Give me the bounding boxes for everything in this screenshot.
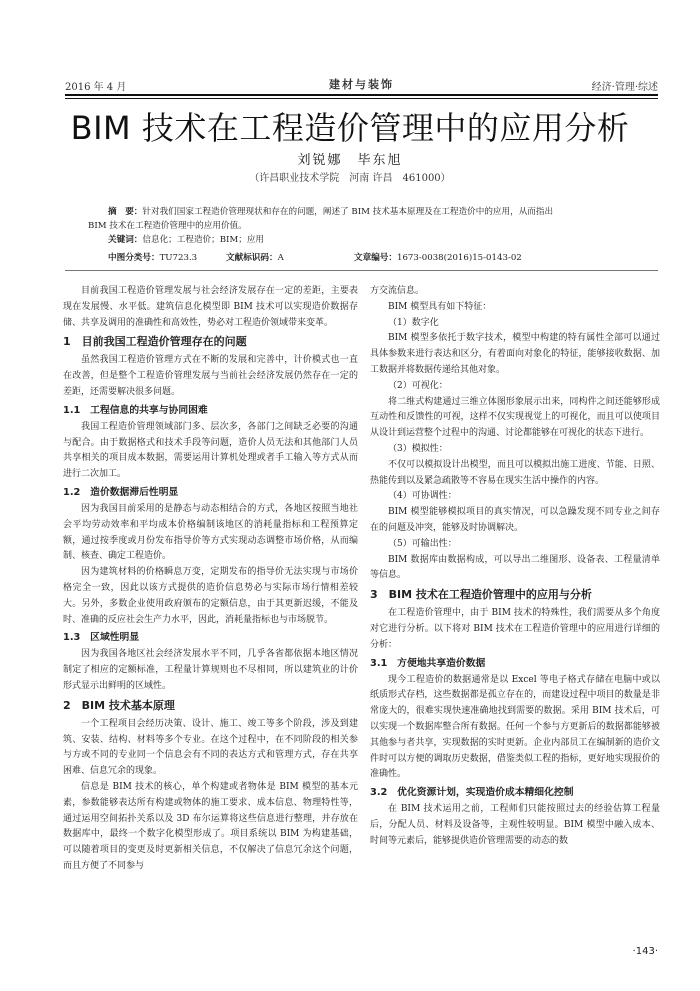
- features-intro: BIM 模型具有如下特征：: [388, 301, 492, 312]
- feature-1-text: BIM 模型多依托于数字技术，模型中构建的特有属性全部可以通过具体参数来进行表达和区分，有着面向对象化的特征，能够接收数据、加工数据并将数据传递给其他对象。: [370, 333, 660, 375]
- abstract-divider: [65, 270, 658, 271]
- section-1-2-paragraph-a: 因为我国目前采用的是静态与动态相结合的方式，各地区按照当地社会平均劳动效率和平均成本价格编制该地区的消耗量指标和工程预算定额，通过按季度或月份发布指导价等方式实现动态调整市场价格，从而编制、核查、确定工程造价。: [63, 503, 358, 562]
- feature-5-title: （5）可输出性：: [388, 538, 457, 549]
- clc-number: TU723.3: [159, 253, 198, 263]
- section-3-2-heading: 3.2 优化资源计划，实现造价成本精细化控制: [370, 787, 574, 799]
- article-number: 1673-0038(2016)15-0143-02: [396, 253, 522, 263]
- section-3-1-paragraph: 现今工程造价的数据通常是以 Excel 等电子格式存储在电脑中或以纸质形式存档，这些数据都是孤立存在的，而建设过程中项目的数量是非常庞大的，很难实现快速准确地找到需要的数据。采用 BIM 技术后，可以实现一个数据库整合所有数据。任何一个参与方更新后的数据都能够被其他参与者共享，实现数据的实时更新。企业内部员工在编制新的造价文件时可以方便的调取历史数据，借鉴类似工程的指标，更好地实现报价的准确性。: [370, 674, 660, 780]
- article-number-label: 文章编号：: [354, 253, 397, 263]
- section-1-2-heading: 1.2 造价数据滞后性明显: [63, 486, 179, 498]
- abstract-text-line2: BIM 技术在工程造价管理中的应用价值。: [88, 221, 247, 231]
- feature-3-title: （3）模拟性：: [388, 443, 448, 454]
- section-1-heading: 1 目前我国工程造价管理存在的问题: [63, 335, 247, 349]
- section-3-paragraph: 在工程造价管理中，由于 BIM 技术的特殊性，我们需要从多个角度对它进行分析。以下将对 BIM 技术在工程造价管理中的应用进行详细的分析：: [370, 608, 660, 650]
- doc-code-label: 文献标识码：: [226, 253, 278, 263]
- section-3-1-heading: 3.1 方便地共享造价数据: [370, 657, 486, 669]
- section-3-2-paragraph: 在 BIM 技术运用之前，工程师们只能按照过去的经验估算工程量后，分配人员、材料及设备等，主观性较明显。BIM 模型中融入成本、时间等元素后，能够提供造价管理需要的动态的数: [370, 804, 660, 846]
- section-name: 经济·管理·综述: [591, 82, 658, 93]
- right-column: [370, 284, 660, 850]
- abstract-label: 摘 要：: [108, 207, 143, 217]
- section-2-heading: 2 BIM 技术基本原理: [63, 698, 175, 712]
- page-number: ·143·: [632, 946, 658, 957]
- section-3-heading: 3 BIM 技术在工程造价管理中的应用与分析: [370, 588, 592, 602]
- feature-2-text: 将二维式构建通过三维立体图形象展示出来，同构件之间还能够形成互动性和反馈性的可视，这样不仅实现视觉上的可视化，而且可以使项目从设计到运营整个过程中的沟通、讨论都能够在可视化的状态下进行。: [370, 396, 660, 439]
- keywords-label: 关键词：: [108, 235, 143, 245]
- section-2-paragraph-b: 信息是 BIM 技术的核心，单个构建或者物体是 BIM 模型的基本元素，参数能够表达所有构建或物体的施工要求、成本信息、物理特性等，通过运用空间拓扑关系以及 3D 布尔运算将这些信息进行整理，并存放在数据库中，最终一个数字化模型形成了。项目系统以 BIM 为构建基础，可以随着项目的变更及时更新相关信息，不仅解决了信息冗余这个问题，而且方便了不同参与: [63, 781, 358, 871]
- keywords: 信息化；工程造价；BIM；应用: [142, 235, 265, 245]
- clc-label: 中图分类号：: [108, 253, 160, 263]
- feature-4-text: BIM 模型能够模拟项目的真实情况，可以急躁发现不同专业之间存在的问题及冲突，能够及时协调解决。: [370, 507, 660, 533]
- left-column: [63, 284, 358, 875]
- section-1-1-heading: 1.1 工程信息的共享与协同困难: [63, 404, 208, 416]
- abstract-block: [88, 205, 633, 247]
- authors: 刘锐娜 毕东旭: [297, 153, 403, 168]
- affiliation: （许昌职业技术学院 河南 许昌 461000）: [249, 173, 451, 184]
- feature-2-title: （2）可视化：: [388, 380, 448, 391]
- intro-paragraph: 目前我国工程造价管理发展与社会经济发展存在一定的差距，主要表现在发展慢、水平低。建筑信息化模型即 BIM 技术可以实现造价数据存储、共享及调用的准确性和高效性，势必对工程造价领域带来变革。: [63, 286, 358, 328]
- header-rule-thin: [65, 98, 658, 99]
- feature-4-title: （4）可协调性：: [388, 491, 457, 502]
- section-1-3-paragraph: 因为我国各地区社会经济发展水平不同，几乎各省都依据本地区情况制定了相应的定额标准，工程量计算规则也不尽相同，所以建筑业的计价形式显示出鲜明的区域性。: [63, 649, 358, 691]
- section-1-3-heading: 1.3 区域性明显: [63, 632, 140, 644]
- header-rule-thick: [65, 94, 658, 96]
- running-header: [65, 76, 658, 92]
- section-1-1-paragraph: 我国工程造价管理领域部门多、层次多，各部门之间缺乏必要的沟通与配合。由于数据格式和技术手段等问题，造价人员无法和其他部门人员共享相关的项目成本数据，需要运用计算机处理或者手工输入等方式从而进行二次加工。: [63, 421, 358, 480]
- issue-date: 2016 年 4 月: [65, 82, 127, 93]
- continued-paragraph: 方交流信息。: [370, 286, 425, 296]
- section-1-paragraph: 虽然我国工程造价管理方式在不断的发展和完善中，计价模式也一直在改善，但是整个工程造价管理发展与当前社会经济发展仍然存在一定的差距，还需要解决很多问题。: [63, 355, 358, 397]
- article-title: BIM 技术在工程造价管理中的应用分析: [70, 109, 630, 147]
- section-1-2-paragraph-b: 因为建筑材料的价格瞬息万变，定期发布的指导价无法实现与市场价格完全一致，因此以该方式提供的造价信息势必与实际市场行情相差较大。另外，多数企业使用政府颁布的定额信息，由于其更新迟缓，不能及时、准确的反应社会生产力水平，因此，消耗量指标也与市场脱节。: [63, 567, 358, 625]
- feature-5-text: BIM 数据库由数据构成，可以导出二维图形、设备表、工程量清单等信息。: [370, 554, 660, 581]
- journal-name: 建材与装饰: [329, 78, 394, 91]
- doc-code: A: [277, 253, 284, 263]
- feature-3-text: 不仅可以模拟设计出模型，而且可以模拟出施工进度、节能、日照、热能传到以及紧急疏散等不容易在现实生活中操作的内容。: [370, 459, 660, 486]
- abstract-text-line1: 针对我们国家工程造价管理现状和存在的问题，阐述了 BIM 技术基本原理及在工程造价中的应用，从而指出: [142, 207, 554, 217]
- section-2-paragraph-a: 一个工程项目会经历决策、设计、施工、竣工等多个阶段，涉及到建筑、安装、结构、材料等多个专业。在这个过程中，在不同阶段的相关参与方或不同的专业同一个信息会有不同的表达方式和管理方式，存在共享困难、信息冗余的现象。: [63, 718, 358, 777]
- feature-1-title: （1）数字化: [388, 317, 439, 328]
